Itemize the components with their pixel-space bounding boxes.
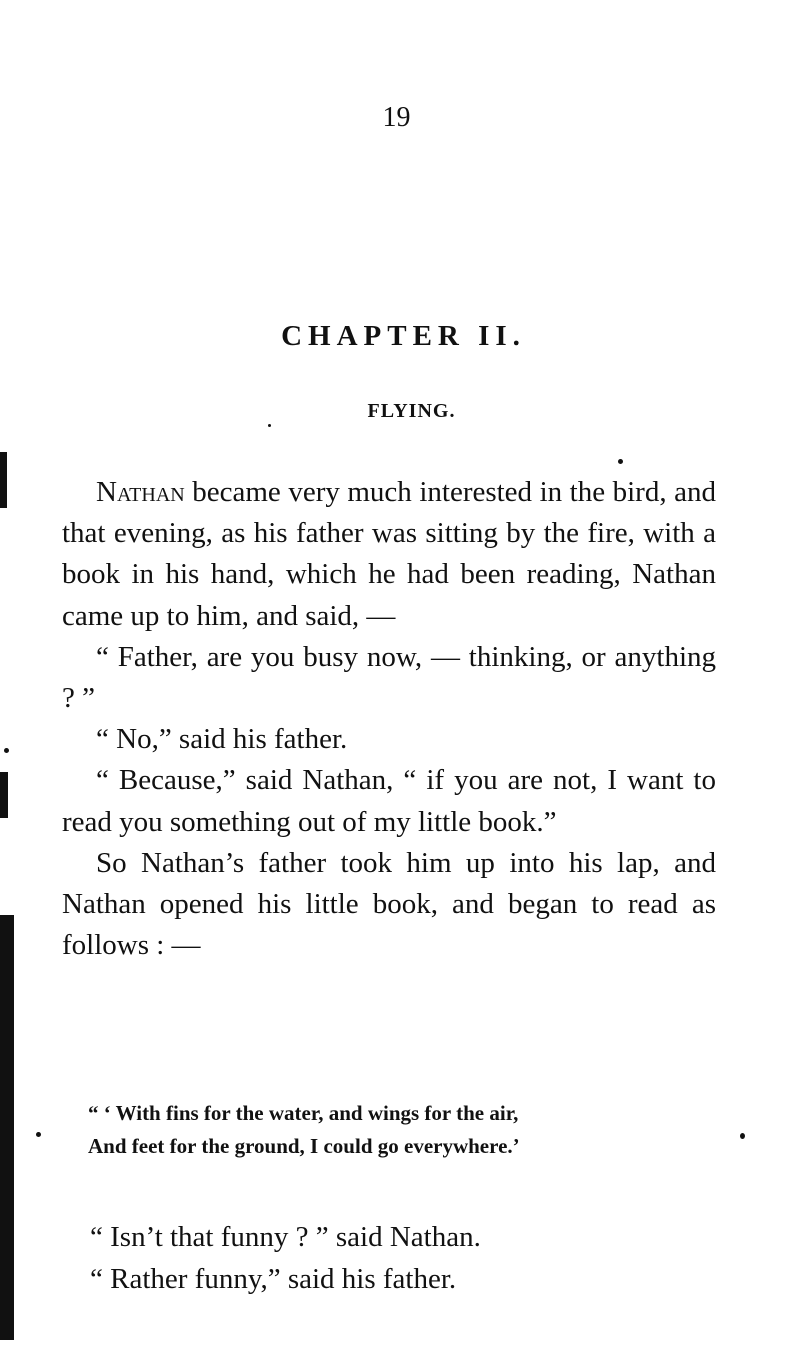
scan-edge-shadow xyxy=(0,452,7,508)
dialogue-line: “ Isn’t that funny ? ” said Nathan. xyxy=(90,1221,481,1253)
verse-quotation xyxy=(88,1097,688,1163)
body-text xyxy=(62,472,716,966)
paragraph: “ Father, are you busy now, — thinking, or anything ? ” xyxy=(62,640,716,715)
scan-edge-shadow xyxy=(0,915,14,1340)
scan-speck xyxy=(618,459,623,464)
chapter-subtitle: FLYING. xyxy=(367,400,456,422)
scan-speck xyxy=(4,748,9,753)
verse-line: And feet for the ground, I could go everywhere.’ xyxy=(88,1134,520,1158)
scan-speck xyxy=(36,1132,41,1137)
paragraph: So Nathan’s father took him up into his lap, and Nathan opened his little book, and began to read as follows : — xyxy=(62,846,716,962)
page-number: 19 xyxy=(382,102,411,133)
scan-speck xyxy=(268,424,271,427)
verse-line: “ ‘ With fins for the water, and wings for the air, xyxy=(88,1101,519,1125)
dialogue-line: “ Rather funny,” said his father. xyxy=(90,1262,457,1295)
closing-dialogue xyxy=(62,1217,716,1300)
scan-edge-shadow xyxy=(0,772,8,818)
paragraph: “ No,” said his father. xyxy=(96,723,348,756)
paragraph xyxy=(62,472,716,637)
paragraph-text: became very much interested in the bird, and that evening, as his father was sitting by the fire, with a book in his hand, which he had been reading, Nathan came up to him, and said, — xyxy=(62,476,716,632)
scan-speck xyxy=(740,1133,745,1139)
paragraph: “ Because,” said Nathan, “ if you are not, I want to read you something out of my little book.” xyxy=(62,764,716,838)
paragraph-lead-small-caps: Nathan xyxy=(96,476,185,508)
chapter-heading: CHAPTER II. xyxy=(281,320,526,352)
